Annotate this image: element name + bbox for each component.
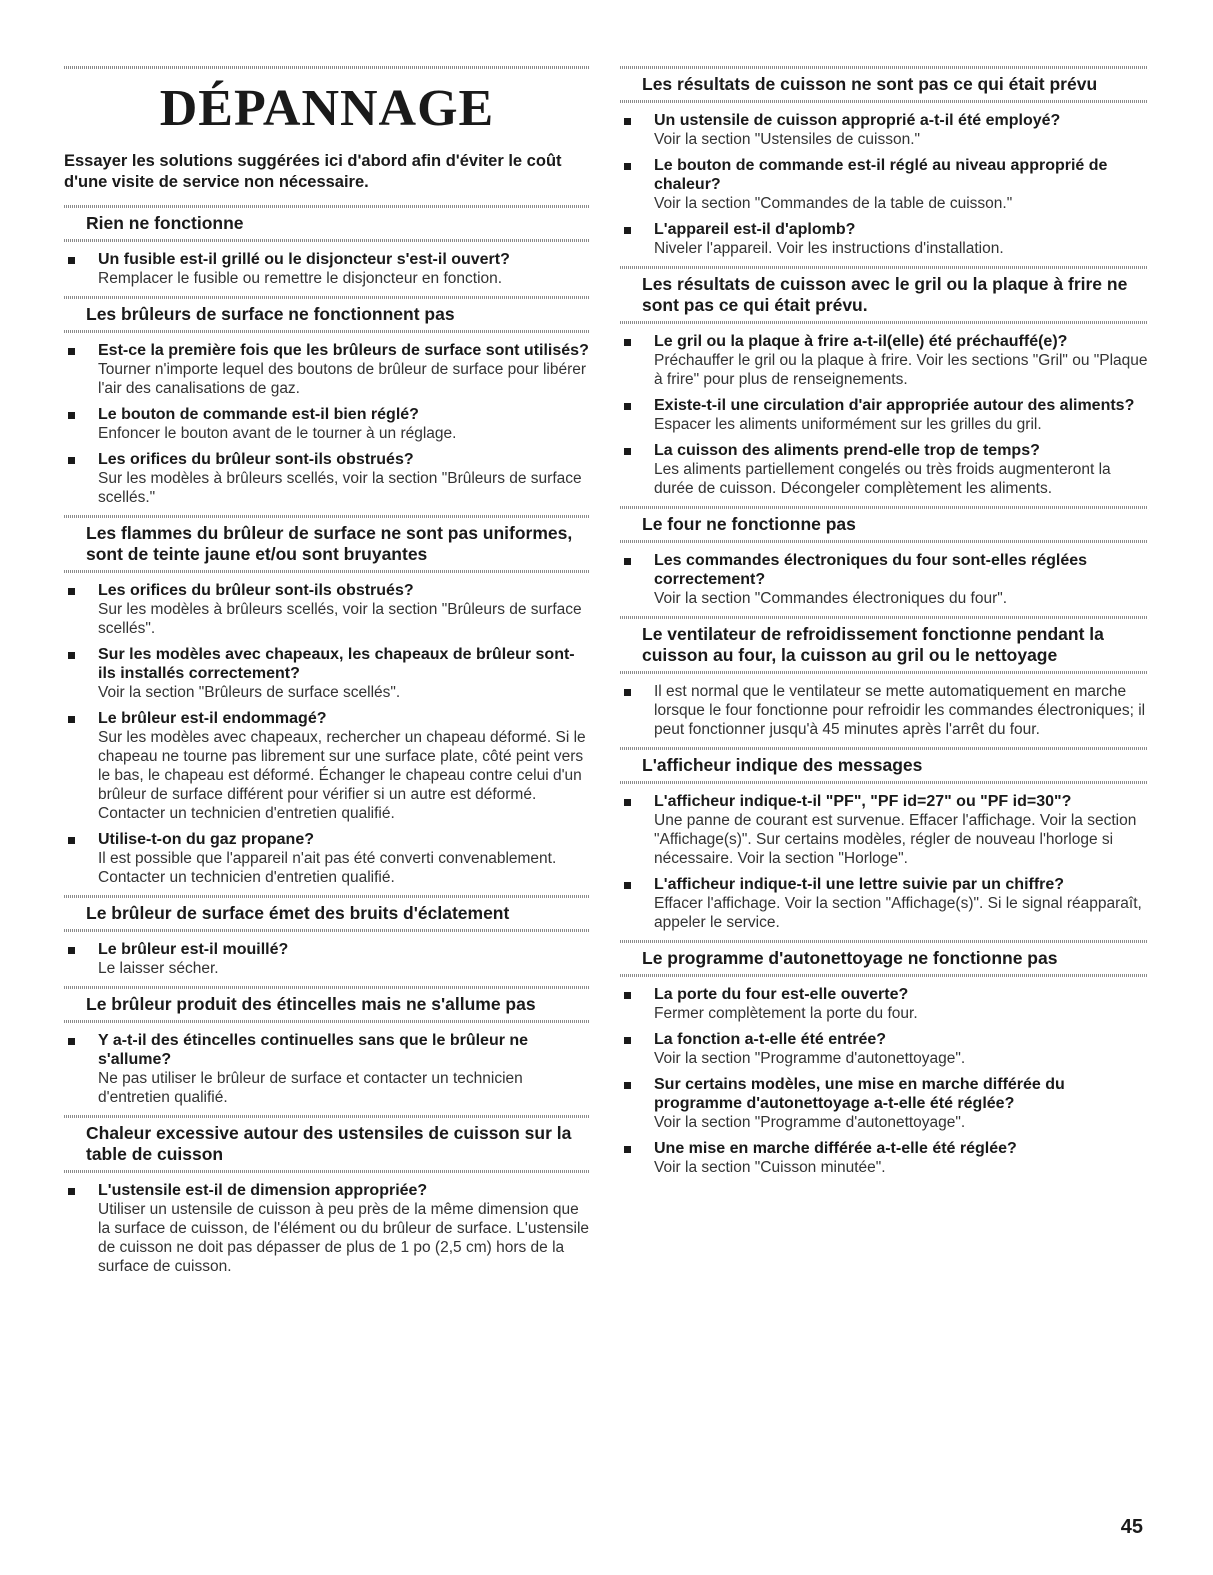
item-answer: Voir la section "Ustensiles de cuisson." (654, 131, 921, 148)
left-sections (64, 205, 590, 1276)
item-question: La cuisson des aliments prend-elle trop de temps? (654, 442, 1040, 459)
item-question: Un fusible est-il grillé ou le disjoncteur s'est-il ouvert? (98, 251, 510, 268)
item-question: Le gril ou la plaque à frire a-t-il(elle) été préchauffé(e)? (654, 333, 1068, 350)
item-list (64, 1031, 590, 1107)
item-question: Le bouton de commande est-il réglé au niveau approprié de chaleur? (654, 157, 1108, 193)
item-answer: Ne pas utiliser le brûleur de surface et contacter un technicien d'entretien qualifié. (98, 1070, 523, 1106)
item-question: Sur les modèles avec chapeaux, les chapeaux de brûleur sont-ils installés correctement? (98, 646, 575, 682)
item-list (620, 332, 1148, 498)
list-item (620, 220, 1148, 258)
troubleshooting-section (620, 616, 1148, 739)
item-answer: Enfoncer le bouton avant de le tourner à un réglage. (98, 425, 457, 442)
section-heading: Les résultats de cuisson avec le gril ou la plaque à frire ne sont pas ce qui était prévu. (620, 266, 1148, 324)
list-item (620, 1030, 1148, 1068)
item-question: L'afficheur indique-t-il une lettre suivie par un chiffre? (654, 876, 1065, 893)
item-answer: Sur les modèles avec chapeaux, rechercher un chapeau déformé. Si le chapeau ne tourne pas librement sur une surface plate, côté peint vers le bas, le chapeau est déformé. Échanger le chapeau contre celui d'un brûleur de surface différent pour vérifier si un autre est déformé. Contacter un technicien d'entretien qualifié. (98, 729, 586, 822)
section-heading: Le programme d'autonettoyage ne fonctionne pas (620, 940, 1148, 977)
item-list (620, 111, 1148, 258)
item-answer: Sur les modèles à brûleurs scellés, voir la section "Brûleurs de surface scellés". (98, 601, 582, 637)
item-answer: Les aliments partiellement congelés ou très froids augmenteront la durée de cuisson. Décongeler complètement les aliments. (654, 461, 1111, 497)
list-item (64, 250, 590, 288)
item-list (64, 250, 590, 288)
page-title: DÉPANNAGE (159, 80, 495, 137)
item-question: Les orifices du brûleur sont-ils obstrués? (98, 451, 414, 468)
item-question: Le brûleur est-il mouillé? (98, 941, 289, 958)
item-list (620, 682, 1148, 739)
item-answer: Tourner n'importe lequel des boutons de brûleur de surface pour libérer l'air des canalisations de gaz. (98, 361, 587, 397)
item-question: La porte du four est-elle ouverte? (654, 986, 909, 1003)
right-column (620, 66, 1148, 1185)
item-answer: Voir la section "Commandes électroniques du four". (654, 590, 1008, 607)
item-question: Le bouton de commande est-il bien réglé? (98, 406, 419, 423)
item-answer: Remplacer le fusible ou remettre le disjoncteur en fonction. (98, 270, 503, 287)
item-list (620, 792, 1148, 932)
item-question: La fonction a-t-elle été entrée? (654, 1031, 887, 1048)
troubleshooting-section (620, 266, 1148, 498)
item-question: Les commandes électroniques du four sont-elles réglées correctement? (654, 552, 1088, 588)
section-heading: Les brûleurs de surface ne fonctionnent pas (64, 296, 590, 333)
list-item (64, 645, 590, 702)
list-item (620, 441, 1148, 498)
list-item (64, 830, 590, 887)
section-heading: Rien ne fonctionne (64, 205, 590, 242)
section-heading: Le brûleur produit des étincelles mais ne s'allume pas (64, 986, 590, 1023)
item-question: Y a-t-il des étincelles continuelles sans que le brûleur ne s'allume? (98, 1032, 529, 1068)
item-answer: Il est normal que le ventilateur se mette automatiquement en marche lorsque le four fonctionne pour refroidir les commandes électroniques; il peut fonctionner jusqu'à 45 minutes après l'arrêt du four. (654, 683, 1146, 738)
section-heading: Chaleur excessive autour des ustensiles de cuisson sur la table de cuisson (64, 1115, 590, 1173)
section-heading: Le brûleur de surface émet des bruits d'éclatement (64, 895, 590, 932)
list-item (620, 875, 1148, 932)
item-answer: Voir la section "Cuisson minutée". (654, 1159, 886, 1176)
item-answer: Voir la section "Commandes de la table de cuisson." (654, 195, 1013, 212)
section-heading: Les résultats de cuisson ne sont pas ce qui était prévu (620, 66, 1148, 103)
item-question: Existe-t-il une circulation d'air appropriée autour des aliments? (654, 397, 1135, 414)
item-answer: Effacer l'affichage. Voir la section "Affichage(s)". Si le signal réapparaît, appeler le service. (654, 895, 1142, 931)
item-answer: Voir la section "Programme d'autonettoyage". (654, 1050, 966, 1067)
section-heading: L'afficheur indique des messages (620, 747, 1148, 784)
item-question: Sur certains modèles, une mise en marche différée du programme d'autonettoyage a-t-elle été réglée? (654, 1076, 1065, 1112)
intro-text: Essayer les solutions suggérées ici d'abord afin d'éviter le coût d'une visite de service non nécessaire. (64, 152, 562, 191)
item-question: L'afficheur indique-t-il "PF", "PF id=27" ou "PF id=30"? (654, 793, 1072, 810)
troubleshooting-section (620, 940, 1148, 1177)
troubleshooting-section (64, 205, 590, 288)
list-item (620, 111, 1148, 149)
troubleshooting-section (620, 506, 1148, 608)
item-answer: Il est possible que l'appareil n'ait pas été converti convenablement. Contacter un technicien d'entretien qualifié. (98, 850, 557, 886)
list-item (64, 405, 590, 443)
list-item (620, 682, 1148, 739)
item-answer: Préchauffer le gril ou la plaque à frire. Voir les sections "Gril" ou "Plaque à frire" pour plus de renseignements. (654, 352, 1148, 388)
left-column (64, 66, 590, 1284)
troubleshooting-section (64, 296, 590, 507)
item-list (64, 1181, 590, 1276)
item-answer: Niveler l'appareil. Voir les instructions d'installation. (654, 240, 1004, 257)
list-item (620, 985, 1148, 1023)
item-question: Le brûleur est-il endommagé? (98, 710, 327, 727)
troubleshooting-section (64, 1115, 590, 1276)
item-answer: Voir la section "Programme d'autonettoyage". (654, 1114, 966, 1131)
list-item (64, 709, 590, 823)
list-item (620, 551, 1148, 608)
list-item (620, 792, 1148, 868)
item-list (620, 551, 1148, 608)
right-sections (620, 66, 1148, 1177)
item-answer: Utiliser un ustensile de cuisson à peu près de la même dimension que la surface de cuisson, de l'élément ou du brûleur de surface. L'ustensile de cuisson ne doit pas dépasser de plus de 1 po (2,5 cm) hors de la surface de cuisson. (98, 1201, 590, 1275)
item-question: Utilise-t-on du gaz propane? (98, 831, 314, 848)
item-question: Les orifices du brûleur sont-ils obstrués? (98, 582, 414, 599)
item-answer: Voir la section "Brûleurs de surface scellés". (98, 684, 401, 701)
list-item (620, 1075, 1148, 1132)
troubleshooting-section (64, 515, 590, 887)
list-item (64, 1181, 590, 1276)
section-heading: Le four ne fonctionne pas (620, 506, 1148, 543)
item-answer: Fermer complètement la porte du four. (654, 1005, 918, 1022)
item-answer: Une panne de courant est survenue. Effacer l'affichage. Voir la section "Affichage(s)". Sur certains modèles, régler de nouveau l'horloge si nécessaire. Voir la section "Horloge". (654, 812, 1137, 867)
page-number: 45 (1120, 1516, 1143, 1538)
list-item (64, 1031, 590, 1107)
item-list (64, 341, 590, 507)
troubleshooting-section (620, 66, 1148, 258)
item-answer: Sur les modèles à brûleurs scellés, voir la section "Brûleurs de surface scellés." (98, 470, 582, 506)
item-question: Une mise en marche différée a-t-elle été réglée? (654, 1140, 1017, 1157)
item-question: L'ustensile est-il de dimension appropriée? (98, 1182, 428, 1199)
list-item (620, 396, 1148, 434)
item-list (64, 581, 590, 887)
troubleshooting-section (620, 747, 1148, 932)
list-item (64, 581, 590, 638)
item-question: Un ustensile de cuisson approprié a-t-il été employé? (654, 112, 1061, 129)
item-answer: Le laisser sécher. (98, 960, 219, 977)
list-item (620, 156, 1148, 213)
list-item (64, 341, 590, 398)
list-item (620, 1139, 1148, 1177)
item-answer: Espacer les aliments uniformément sur les grilles du gril. (654, 416, 1042, 433)
title-rule (64, 66, 590, 69)
item-list (620, 985, 1148, 1177)
troubleshooting-section (64, 986, 590, 1107)
item-question: Est-ce la première fois que les brûleurs de surface sont utilisés? (98, 342, 589, 359)
item-question: L'appareil est-il d'aplomb? (654, 221, 856, 238)
section-heading: Les flammes du brûleur de surface ne sont pas uniformes, sont de teinte jaune et/ou sont bruyantes (64, 515, 590, 573)
list-item (64, 450, 590, 507)
item-list (64, 940, 590, 978)
section-heading: Le ventilateur de refroidissement fonctionne pendant la cuisson au four, la cuisson au gril ou le nettoyage (620, 616, 1148, 674)
list-item (620, 332, 1148, 389)
list-item (64, 940, 590, 978)
troubleshooting-section (64, 895, 590, 978)
